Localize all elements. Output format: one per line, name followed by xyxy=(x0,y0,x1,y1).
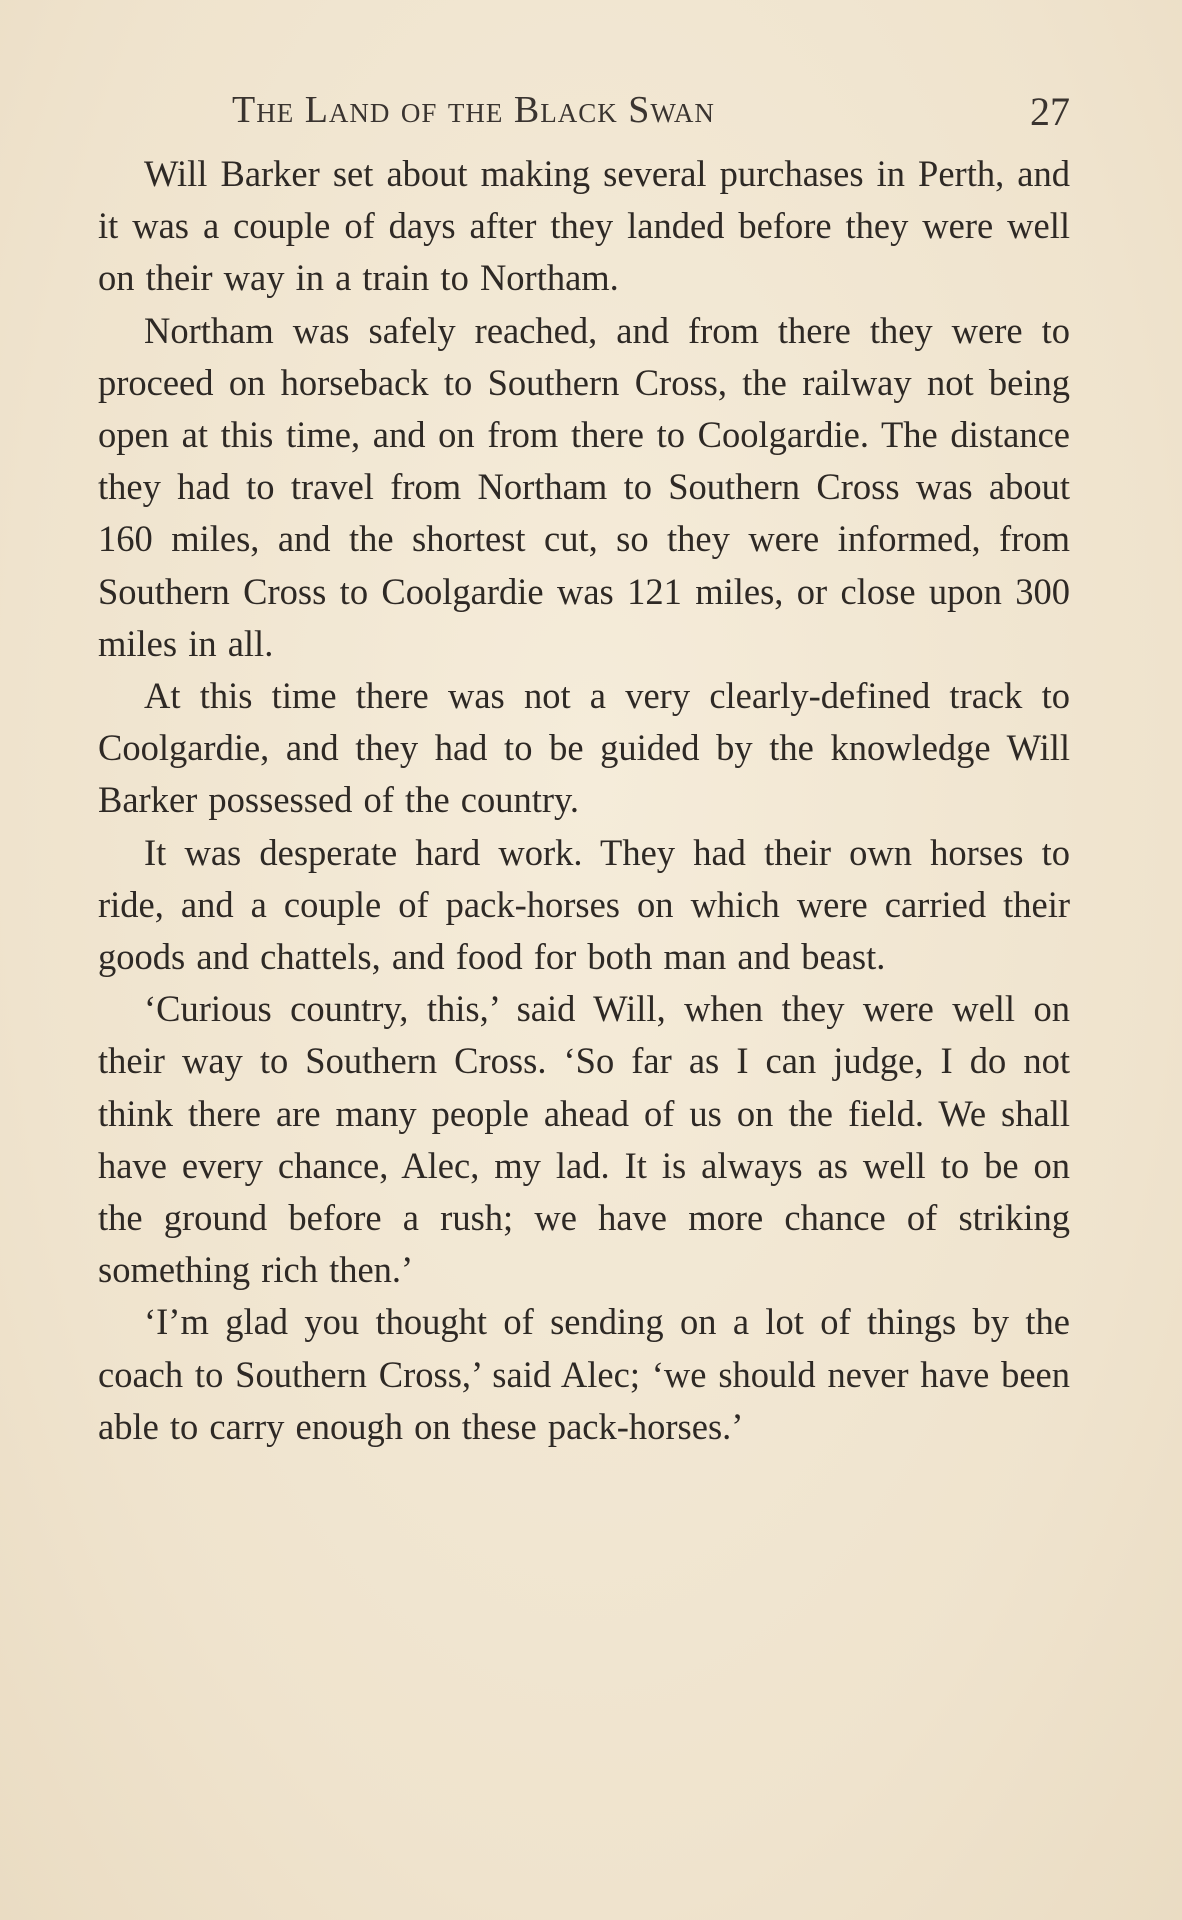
paragraph: ‘Curious country, this,’ said Will, when they were well on their way to Southern Cross. ‘So far as I can judge, I do not think there are many people ahead of us on the field. We shall have every chance, Alec, my lad. It is always as well to be on the ground before a rush; we have more chance of striking something rich then.’ xyxy=(98,988,1070,1291)
paragraph: Will Barker set about making several purchases in Perth, and it was a couple of days after they landed before they were well on their way in a train to Northam. xyxy=(98,153,1070,299)
paragraph: At this time there was not a very clearly-defined track to Coolgardie, and they had to be guided by the knowledge Will Barker possessed of the country. xyxy=(98,675,1070,821)
running-title: The Land of the Black Swan xyxy=(232,89,715,131)
paragraph: Northam was safely reached, and from there they were to proceed on horseback to Southern Cross, the railway not being open at this time, and on from there to Coolgardie. The distance they had to travel from Northam to Southern Cross was about 160 miles, and the shortest cut, so they were informed, from Southern Cross to Coolgardie was 121 miles, or close upon 300 miles in all. xyxy=(98,309,1070,664)
body-text xyxy=(98,148,1070,1453)
page-number: 27 xyxy=(1030,89,1070,134)
book-page xyxy=(98,80,1070,1453)
paragraph: It was desperate hard work. They had their own horses to ride, and a couple of pack-horses on which were carried their goods and chattels, and food for both man and beast. xyxy=(98,831,1070,978)
running-head xyxy=(98,80,1070,140)
paragraph: ‘I’m glad you thought of sending on a lot of things by the coach to Southern Cross,’ said Alec; ‘we should never have been able to carry enough on these pack-horses.’ xyxy=(98,1301,1070,1447)
